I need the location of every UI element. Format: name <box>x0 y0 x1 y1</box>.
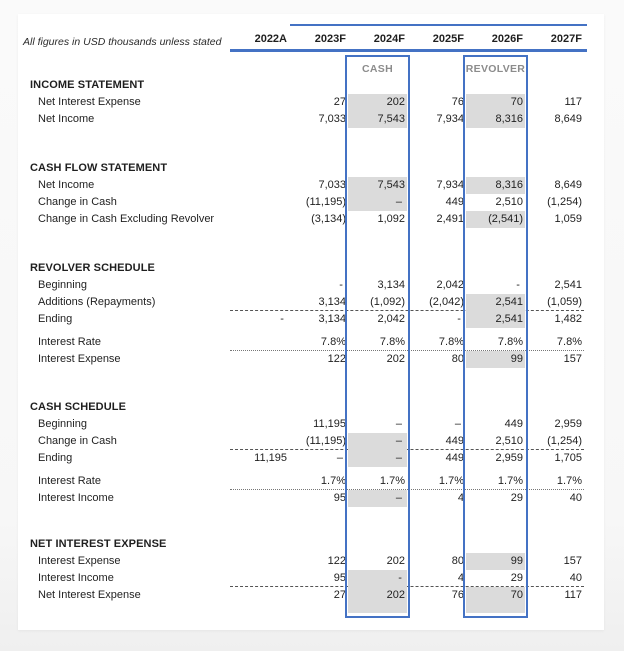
cell-2024f: 7,543 <box>348 111 407 128</box>
cell-2023f: (11,195) <box>305 196 346 208</box>
cell-2025f: 76 <box>451 589 464 601</box>
cell-2024f: 3,134 <box>377 279 405 291</box>
cell-2024f: 1,092 <box>377 213 405 225</box>
cell-2025f: 4 <box>457 492 464 504</box>
cell-2027f: 1,059 <box>554 213 582 225</box>
cell-2026f: 70 <box>466 587 525 604</box>
row-values <box>230 351 584 368</box>
cell-2022a <box>230 277 289 294</box>
section-cash-flow-statement <box>18 160 604 228</box>
cell-2027f: 117 <box>564 589 582 601</box>
row-label: Change in Cash <box>38 435 117 447</box>
section-revolver-schedule <box>18 260 604 368</box>
cell-2024f: 202 <box>386 555 405 567</box>
row-values <box>230 570 584 587</box>
cell-2024f: 202 <box>386 353 405 365</box>
cell-2022a <box>230 587 289 604</box>
cell-2024f: - <box>348 570 407 587</box>
cell-2023f: – <box>336 452 346 464</box>
cell-2023f: (3,134) <box>311 213 346 225</box>
table-row <box>18 334 604 351</box>
row-values <box>230 311 584 328</box>
cell-2022a <box>230 94 289 111</box>
cell-2022a <box>230 194 289 211</box>
cell-2023f: (11,195) <box>305 435 346 447</box>
table-row <box>18 473 604 490</box>
cell-2027f: 2,959 <box>554 418 582 430</box>
cell-2027f: 8,649 <box>554 113 582 125</box>
section-net-interest-expense <box>18 536 604 604</box>
table-row <box>18 450 604 467</box>
cell-2027f: (1,059) <box>547 296 582 308</box>
cell-2027f: 117 <box>564 96 582 108</box>
cell-2027f: 2,541 <box>554 279 582 291</box>
cell-2025f: 7.8% <box>438 336 464 348</box>
table-row <box>18 194 604 211</box>
row-label: Additions (Repayments) <box>38 296 156 308</box>
year-header-2023f: 2023F <box>314 33 346 45</box>
cell-2023f: 122 <box>327 555 346 567</box>
cell-2026f: (2,541) <box>466 211 525 228</box>
section-title: REVOLVER SCHEDULE <box>30 262 155 274</box>
row-values <box>230 211 584 228</box>
cell-2025f: (2,042) <box>429 296 464 308</box>
cell-2024f: – <box>348 194 407 211</box>
cell-2023f: 11,195 <box>313 418 346 430</box>
cell-2024f: 1.7% <box>379 475 405 487</box>
table-body <box>18 14 604 630</box>
year-header-2025f: 2025F <box>432 33 464 45</box>
financial-model-card <box>18 14 604 630</box>
cell-2027f: 8,649 <box>554 179 582 191</box>
table-row <box>18 490 604 507</box>
cell-2023f: 27 <box>333 96 346 108</box>
row-label: Change in Cash <box>38 196 117 208</box>
section-title: CASH FLOW STATEMENT <box>30 162 168 174</box>
cell-2023f: 1.7% <box>320 475 346 487</box>
table-row <box>18 570 604 587</box>
cell-2026f: 1.7% <box>497 475 523 487</box>
row-values <box>230 587 584 604</box>
cash-box-label: CASH <box>362 63 393 75</box>
cell-2025f: 76 <box>451 96 464 108</box>
cell-2026f: 8,316 <box>466 111 525 128</box>
cell-2024f: 202 <box>348 587 407 604</box>
row-label: Net Income <box>38 113 95 125</box>
cell-2026f: 8,316 <box>466 177 525 194</box>
cell-2022a <box>230 416 289 433</box>
cell-2025f: 2,491 <box>436 213 464 225</box>
row-label: Ending <box>38 452 73 464</box>
cell-2027f: 157 <box>563 353 582 365</box>
year-header-2026f: 2026F <box>491 33 523 45</box>
table-row <box>18 294 604 311</box>
row-values <box>230 94 584 111</box>
cell-2023f: 7,033 <box>318 113 346 125</box>
cell-2025f: 80 <box>451 555 464 567</box>
row-label: Beginning <box>38 418 87 430</box>
cell-2025f: 449 <box>445 435 464 447</box>
table-row <box>18 177 604 194</box>
cell-2025f: 4 <box>457 572 464 584</box>
table-row <box>18 211 604 228</box>
table-row <box>18 416 604 433</box>
revolver-box-label: REVOLVER <box>465 63 526 75</box>
cell-2022a <box>230 433 289 450</box>
cell-2023f: 7,033 <box>318 179 346 191</box>
cell-2027f: 1,705 <box>554 452 582 464</box>
cell-2026f: 29 <box>510 492 523 504</box>
row-values <box>230 416 584 433</box>
row-values <box>230 490 584 507</box>
row-label: Net Interest Expense <box>38 96 141 108</box>
year-header-2024f: 2024F <box>373 33 405 45</box>
cell-2024f: – <box>348 433 407 450</box>
section-title: CASH SCHEDULE <box>30 401 127 413</box>
cell-2023f: 3,134 <box>318 296 346 308</box>
row-values <box>230 450 584 467</box>
cell-2022a <box>230 490 289 507</box>
cell-2024f: 202 <box>348 94 407 111</box>
table-row <box>18 351 604 368</box>
cell-2025f: - <box>457 313 464 325</box>
cell-2023f: 95 <box>333 572 346 584</box>
row-values <box>230 177 584 194</box>
table-row <box>18 553 604 570</box>
cell-2027f: 1.7% <box>556 475 582 487</box>
row-values <box>230 277 584 294</box>
cell-2025f: 449 <box>445 452 464 464</box>
table-row <box>18 277 604 294</box>
row-values <box>230 111 584 128</box>
cell-2025f: 2,042 <box>436 279 464 291</box>
row-values <box>230 553 584 570</box>
row-label: Interest Income <box>38 572 114 584</box>
section-income-statement <box>18 77 604 128</box>
row-label: Interest Expense <box>38 353 121 365</box>
cell-2024f: (1,092) <box>370 296 405 308</box>
cell-2022a <box>230 177 289 194</box>
cell-2027f: 157 <box>563 555 582 567</box>
cell-2026f: 2,541 <box>466 294 525 311</box>
cell-2026f: 2,959 <box>495 452 523 464</box>
row-label: Change in Cash Excluding Revolver <box>38 213 215 225</box>
cell-2024f: – <box>348 450 407 467</box>
cell-2027f: 40 <box>569 492 582 504</box>
row-values <box>230 433 584 450</box>
year-header-2027f: 2027F <box>550 33 582 45</box>
cell-2026f: 29 <box>510 572 523 584</box>
cell-2026f: - <box>516 279 523 291</box>
cell-2027f: 40 <box>569 572 582 584</box>
cell-2022a <box>230 570 289 587</box>
row-label: Beginning <box>38 279 87 291</box>
cell-2026f: 7.8% <box>497 336 523 348</box>
cell-2023f: 7.8% <box>320 336 346 348</box>
cell-2027f: (1,254) <box>547 196 582 208</box>
cell-2026f: 449 <box>504 418 523 430</box>
cell-2026f: 70 <box>466 94 525 111</box>
cell-2026f: 99 <box>466 351 525 368</box>
row-label: Interest Rate <box>38 336 101 348</box>
section-title: INCOME STATEMENT <box>30 79 145 91</box>
cell-2024f: – <box>348 490 407 507</box>
section-title: NET INTEREST EXPENSE <box>30 538 167 550</box>
cell-2023f: 95 <box>333 492 346 504</box>
row-label: Interest Expense <box>38 555 121 567</box>
cell-2022a <box>230 211 289 228</box>
cell-2025f: 80 <box>451 353 464 365</box>
cell-2024f: 2,042 <box>377 313 405 325</box>
cell-2023f: 27 <box>333 589 346 601</box>
row-label: Ending <box>38 313 73 325</box>
cell-2024f: – <box>395 418 405 430</box>
cell-2025f: 7,934 <box>436 113 464 125</box>
row-values <box>230 194 584 211</box>
table-row <box>18 311 604 328</box>
cell-2023f: 3,134 <box>318 313 346 325</box>
cell-2026f: 2,541 <box>466 311 525 328</box>
row-values <box>230 294 584 311</box>
cell-2022a: 11,195 <box>254 452 287 464</box>
cell-2022a <box>230 553 289 570</box>
row-values <box>230 334 584 351</box>
cell-2026f: 2,510 <box>495 435 523 447</box>
cell-2026f: 2,510 <box>495 196 523 208</box>
section-cash-schedule <box>18 399 604 507</box>
cell-2025f: 1.7% <box>438 475 464 487</box>
cell-2022a <box>230 351 289 368</box>
row-label: Interest Rate <box>38 475 101 487</box>
cell-2023f: 122 <box>327 353 346 365</box>
cell-2025f: 7,934 <box>436 179 464 191</box>
year-header-2022a: 2022A <box>254 33 287 45</box>
cell-2022a <box>230 111 289 128</box>
cell-2027f: 7.8% <box>556 336 582 348</box>
cell-2023f: - <box>339 279 346 291</box>
cell-2026f: 99 <box>466 553 525 570</box>
cell-2022a: - <box>280 313 287 325</box>
table-row <box>18 433 604 450</box>
row-label: Net Interest Expense <box>38 589 141 601</box>
row-values <box>230 473 584 490</box>
table-row <box>18 587 604 604</box>
units-note: All figures in USD thousands unless stated <box>23 36 222 48</box>
cell-2022a <box>230 334 289 351</box>
cell-2025f: 449 <box>445 196 464 208</box>
cell-2025f: – <box>454 418 464 430</box>
row-label: Interest Income <box>38 492 114 504</box>
cell-2022a <box>230 473 289 490</box>
cell-2024f: 7.8% <box>379 336 405 348</box>
cell-2022a <box>230 294 289 311</box>
cell-2024f: 7,543 <box>348 177 407 194</box>
table-row <box>18 94 604 111</box>
row-label: Net Income <box>38 179 95 191</box>
cell-2027f: 1,482 <box>554 313 582 325</box>
table-row <box>18 111 604 128</box>
cell-2027f: (1,254) <box>547 435 582 447</box>
